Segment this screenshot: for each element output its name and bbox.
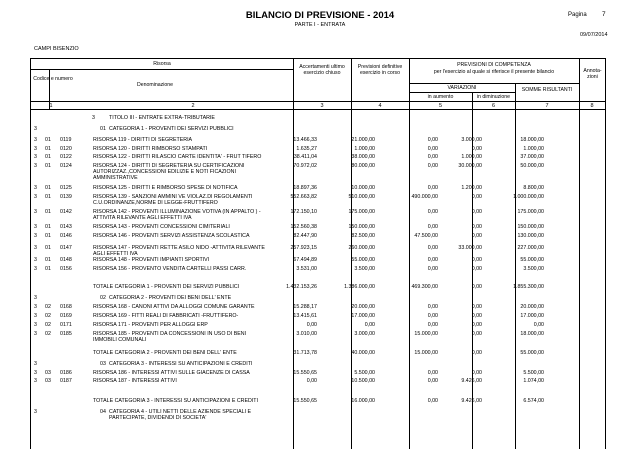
amount-cell: 82.500,00 bbox=[351, 233, 375, 239]
row-description: RISORSA 139 - SANZIONI AMMINI VE VIOLAZ.DI REGOLAMENTI C.U.ORDINANZE,NORME DI LEGGE-FRUTTIFERO bbox=[93, 194, 253, 206]
amount-cell: 13.415,61 bbox=[293, 313, 317, 319]
row-description: TOTALE CATEGORIA 3 - INTERESSI SU ANTICIPAZIONI E CREDITI bbox=[93, 398, 259, 404]
row-description: RISORSA 142 - PROVENTI ILLUMINAZIONE VOTIVA (IN APPALTO ) - ATTIVITA RILEVANTE AGLI EFFETTI IVA bbox=[93, 209, 261, 221]
titolo-code: 3 bbox=[34, 313, 37, 319]
amount-cell: 0,00 bbox=[471, 304, 482, 310]
amount-cell: 257.923,15 bbox=[290, 245, 317, 251]
amount-cell: 0,00 bbox=[471, 257, 482, 263]
amount-cell: 0,00 bbox=[427, 313, 438, 319]
titolo-code: 3 bbox=[34, 154, 37, 160]
categoria-code: 01 bbox=[45, 185, 51, 191]
risorsa-code: 0146 bbox=[60, 233, 72, 239]
amount-cell: 260.000,00 bbox=[348, 245, 375, 251]
amount-cell: 0,00 bbox=[427, 146, 438, 152]
amount-cell: 70.972,02 bbox=[293, 163, 317, 169]
amount-cell: 469.300,00 bbox=[411, 284, 438, 290]
categoria-code: 01 bbox=[45, 266, 51, 272]
amount-cell: 30.000,00 bbox=[458, 163, 482, 169]
amount-cell: 1.074,00 bbox=[523, 378, 544, 384]
categoria-code: 01 bbox=[45, 154, 51, 160]
column-number: 4 bbox=[378, 103, 382, 109]
header-previsioni-definitive: Previsioni definitive esercizio in corso bbox=[357, 64, 403, 76]
amount-cell: 0,00 bbox=[427, 163, 438, 169]
categoria-code: 02 bbox=[100, 295, 106, 301]
amount-cell: 20.000,00 bbox=[351, 304, 375, 310]
row-description: RISORSA 186 - INTERESSI ATTIVI SULLE GIACENZE DI CASSA bbox=[93, 370, 250, 376]
amount-cell: 0,00 bbox=[471, 233, 482, 239]
risorsa-code: 0156 bbox=[60, 266, 72, 272]
row-description: RISORSA 143 - PROVENTI CONCESSIONI CIMITERIALI bbox=[93, 224, 230, 230]
titolo-code: 3 bbox=[34, 361, 37, 367]
titolo-code: 3 bbox=[34, 185, 37, 191]
amount-cell: 0,00 bbox=[427, 245, 438, 251]
amount-cell: 55.000,00 bbox=[351, 257, 375, 263]
header-variazioni: VARIAZIONI bbox=[447, 85, 477, 91]
amount-cell: 3.500,00 bbox=[354, 266, 375, 272]
titolo-code: 3 bbox=[34, 233, 37, 239]
titolo-code: 3 bbox=[34, 304, 37, 310]
amount-cell: 0,00 bbox=[427, 322, 438, 328]
row-description: CATEGORIA 4 - UTILI NETTI DELLE AZIENDE SPECIALI E PARTECIPATE, DIVIDENDI DI SOCIETA' bbox=[109, 409, 252, 421]
risorsa-code: 0139 bbox=[60, 194, 72, 200]
amount-cell: 490.000,00 bbox=[411, 194, 438, 200]
row-description: CATEGORIA 2 - PROVENTI DEI BENI DELL' ENTE bbox=[109, 295, 232, 301]
categoria-code: 02 bbox=[45, 331, 51, 337]
risorsa-code: 0187 bbox=[60, 378, 72, 384]
amount-cell: 55.000,00 bbox=[520, 350, 544, 356]
col-divider bbox=[293, 59, 294, 449]
amount-cell: 0,00 bbox=[471, 284, 482, 290]
column-number: 5 bbox=[438, 103, 443, 109]
risorsa-code: 0142 bbox=[60, 209, 72, 215]
row-description: TITOLO III - ENTRATE EXTRA-TRIBUTARIE bbox=[109, 115, 215, 121]
amount-cell: 0,00 bbox=[471, 194, 482, 200]
amount-cell: 0,00 bbox=[364, 322, 375, 328]
categoria-code: 04 bbox=[100, 409, 106, 415]
variazioni-sub-divider bbox=[409, 92, 515, 93]
header-somme-risultanti: SOMME RISULTANTI bbox=[521, 87, 573, 93]
amount-cell: 1.000,00 bbox=[523, 146, 544, 152]
amount-cell: 82.447,90 bbox=[293, 233, 317, 239]
amount-cell: 38.000,00 bbox=[351, 154, 375, 160]
amount-cell: 0,00 bbox=[427, 137, 438, 143]
amount-cell: 1.855.300,00 bbox=[513, 284, 544, 290]
amount-cell: 1.200,00 bbox=[461, 185, 482, 191]
amount-cell: 1.000,00 bbox=[354, 146, 375, 152]
amount-cell: 0,00 bbox=[427, 378, 438, 384]
entity-name: CAMPI BISENZIO bbox=[34, 46, 79, 52]
amount-cell: 1.386.000,00 bbox=[344, 284, 375, 290]
column-number: 1 bbox=[49, 103, 53, 109]
amount-cell: 6.574,00 bbox=[523, 398, 544, 404]
col-divider bbox=[351, 59, 352, 449]
row-description: RISORSA 187 - INTERESSI ATTIVI bbox=[93, 378, 177, 384]
titolo-code: 3 bbox=[34, 295, 37, 301]
amount-cell: 16.000,00 bbox=[351, 398, 375, 404]
categoria-code: 02 bbox=[45, 313, 51, 319]
amount-cell: 0,00 bbox=[306, 322, 317, 328]
amount-cell: 67.494,89 bbox=[293, 257, 317, 263]
categoria-code: 01 bbox=[45, 194, 51, 200]
column-number: 7 bbox=[545, 103, 549, 109]
header-in-diminuzione: in diminuzione bbox=[476, 94, 511, 100]
report-title: BILANCIO DI PREVISIONE - 2014 bbox=[245, 10, 395, 21]
amount-cell: 0,00 bbox=[471, 146, 482, 152]
amount-cell: 175.000,00 bbox=[348, 209, 375, 215]
categoria-code: 03 bbox=[100, 361, 106, 367]
row-description: RISORSA 156 - PROVENTO VENDITA CARTELLI PASSI CARR. bbox=[93, 266, 247, 272]
amount-cell: 1.635,27 bbox=[296, 146, 317, 152]
amount-cell: 0,00 bbox=[471, 313, 482, 319]
row-description: TOTALE CATEGORIA 1 - PROVENTI DEI SERVIZI PUBBLICI bbox=[93, 284, 240, 290]
row-description: RISORSA 120 - DIRITTI RIMBORSO STAMPATI bbox=[93, 146, 208, 152]
amount-cell: 0,00 bbox=[471, 322, 482, 328]
risorsa-divider bbox=[31, 69, 293, 70]
amount-cell: 0,00 bbox=[427, 209, 438, 215]
titolo-code: 3 bbox=[34, 409, 37, 415]
amount-cell: 15.288,17 bbox=[293, 304, 317, 310]
col-divider bbox=[409, 59, 410, 449]
risorsa-code: 0124 bbox=[60, 163, 72, 169]
risorsa-code: 0169 bbox=[60, 313, 72, 319]
column-number: 8 bbox=[590, 103, 594, 109]
amount-cell: 18.000,00 bbox=[520, 331, 544, 337]
titolo-code: 3 bbox=[34, 245, 37, 251]
amount-cell: 15.000,00 bbox=[414, 331, 438, 337]
amount-cell: 18.897,36 bbox=[293, 185, 317, 191]
amount-cell: 38.411,04 bbox=[293, 154, 317, 160]
amount-cell: 20.000,00 bbox=[520, 304, 544, 310]
column-number-divider bbox=[31, 109, 605, 110]
amount-cell: 3.000,00 bbox=[354, 331, 375, 337]
risorsa-code: 0186 bbox=[60, 370, 72, 376]
titolo-code: 3 bbox=[34, 370, 37, 376]
header-previsioni-competenza: PREVISIONI DI COMPETENZA bbox=[457, 62, 531, 68]
amount-cell: 0,00 bbox=[471, 350, 482, 356]
risorsa-code: 0147 bbox=[60, 245, 72, 251]
amount-cell: 0,00 bbox=[427, 224, 438, 230]
titolo-code: 3 bbox=[34, 137, 37, 143]
risorsa-code: 0120 bbox=[60, 146, 72, 152]
categoria-code: 02 bbox=[45, 322, 51, 328]
amount-cell: 0,00 bbox=[427, 370, 438, 376]
amount-cell: 21.000,00 bbox=[351, 137, 375, 143]
amount-cell: 150.000,00 bbox=[517, 224, 544, 230]
amount-cell: 3.010,00 bbox=[296, 331, 317, 337]
risorsa-code: 0185 bbox=[60, 331, 72, 337]
titolo-code: 3 bbox=[34, 378, 37, 384]
row-description: RISORSA 146 - PROVENTI SERVIZI ASSISTENZA SCOLASTICA bbox=[93, 233, 250, 239]
header-divider bbox=[31, 101, 605, 102]
risorsa-code: 0119 bbox=[60, 137, 72, 143]
amount-cell: 0,00 bbox=[427, 304, 438, 310]
titolo-code: 3 bbox=[34, 146, 37, 152]
risorsa-code: 0168 bbox=[60, 304, 72, 310]
titolo-code: 3 bbox=[34, 331, 37, 337]
amount-cell: 510.000,00 bbox=[348, 194, 375, 200]
titolo-code: 3 bbox=[34, 257, 37, 263]
amount-cell: 3.531,00 bbox=[296, 266, 317, 272]
risorsa-code: 0122 bbox=[60, 154, 72, 160]
categoria-code: 03 bbox=[45, 378, 51, 384]
amount-cell: 17.000,00 bbox=[351, 313, 375, 319]
amount-cell: 0,00 bbox=[427, 266, 438, 272]
titolo-code: 3 bbox=[34, 163, 37, 169]
amount-cell: 5.500,00 bbox=[523, 370, 544, 376]
categoria-code: 01 bbox=[45, 224, 51, 230]
row-description: RISORSA 119 - DIRITTI DI SEGRETERIA bbox=[93, 137, 193, 143]
row-description: RISORSA 171 - PROVENTI PER ALLOGGI ERP bbox=[93, 322, 208, 328]
amount-cell: 9.426,00 bbox=[461, 378, 482, 384]
header-accertamenti: Accertamenti ultimo esercizio chiuso bbox=[299, 64, 345, 76]
titolo-code: 3 bbox=[34, 266, 37, 272]
risorsa-code: 0148 bbox=[60, 257, 72, 263]
amount-cell: 3.500,00 bbox=[523, 266, 544, 272]
amount-cell: 15.550,65 bbox=[293, 398, 317, 404]
amount-cell: 9.426,00 bbox=[461, 398, 482, 404]
categoria-code: 02 bbox=[45, 304, 51, 310]
amount-cell: 0,00 bbox=[533, 322, 544, 328]
row-description: RISORSA 125 - DIRITTI E RIMBORSO SPESE DI NOTIFICA bbox=[93, 185, 238, 191]
titolo-code: 3 bbox=[34, 209, 37, 215]
titolo-code: 3 bbox=[34, 224, 37, 230]
risorsa-code: 0171 bbox=[60, 322, 72, 328]
categoria-code: 01 bbox=[45, 163, 51, 169]
amount-cell: 0,00 bbox=[427, 185, 438, 191]
row-description: TOTALE CATEGORIA 2 - PROVENTI DEI BENI DELL' ENTE bbox=[93, 350, 237, 356]
amount-cell: 227.000,00 bbox=[517, 245, 544, 251]
header-denominazione: Denominazione bbox=[136, 82, 174, 88]
amount-cell: 37.000,00 bbox=[520, 154, 544, 160]
amount-cell: 40.000,00 bbox=[351, 350, 375, 356]
header-previsioni-sub: per l'esercizio al quale si riferisce il presente bilancio bbox=[433, 69, 555, 75]
amount-cell: 10.500,00 bbox=[351, 378, 375, 384]
amount-cell: 172.150,10 bbox=[290, 209, 317, 215]
column-number: 2 bbox=[191, 103, 195, 109]
amount-cell: 130.000,00 bbox=[517, 233, 544, 239]
amount-cell: 17.000,00 bbox=[520, 313, 544, 319]
col-divider bbox=[579, 59, 580, 449]
header-codice: Codice e numero bbox=[33, 76, 73, 82]
amount-cell: 15.000,00 bbox=[414, 350, 438, 356]
variazioni-top-divider bbox=[409, 83, 579, 84]
amount-cell: 10.000,00 bbox=[351, 185, 375, 191]
header-in-aumento: in aumento bbox=[427, 94, 454, 100]
categoria-code: 01 bbox=[45, 257, 51, 263]
amount-cell: 80.000,00 bbox=[351, 163, 375, 169]
amount-cell: 5.500,00 bbox=[354, 370, 375, 376]
amount-cell: 0,00 bbox=[427, 154, 438, 160]
categoria-code: 01 bbox=[45, 137, 51, 143]
amount-cell: 47.500,00 bbox=[414, 233, 438, 239]
amount-cell: 55.000,00 bbox=[520, 257, 544, 263]
row-description: CATEGORIA 1 - PROVENTI DEI SERVIZI PUBBLICI bbox=[109, 126, 234, 132]
row-description: RISORSA 122 - DIRITTI RILASCIO CARTE IDENTITA' - FRUT TIFERO bbox=[93, 154, 262, 160]
risorsa-code: 0125 bbox=[60, 185, 72, 191]
amount-cell: 50.000,00 bbox=[520, 163, 544, 169]
page-label: Pagina bbox=[568, 12, 587, 18]
categoria-code: 01 bbox=[45, 146, 51, 152]
amount-cell: 150.000,00 bbox=[348, 224, 375, 230]
amount-cell: 175.000,00 bbox=[517, 209, 544, 215]
amount-cell: 3.000,00 bbox=[461, 137, 482, 143]
amount-cell: 0,00 bbox=[471, 370, 482, 376]
amount-cell: 0,00 bbox=[427, 257, 438, 263]
amount-cell: 0,00 bbox=[471, 209, 482, 215]
row-description: RISORSA 124 - DIRITTI DI SEGRETERIA SU CERTIFICAZIONI AUTORIZZAZ.,CONCESSIONI EDILIZIE E NOTI FICAZIONI AMMINISTRATIVE bbox=[93, 163, 245, 181]
row-description: RISORSA 148 - PROVENTI IMPIANTI SPORTIVI bbox=[93, 257, 210, 263]
row-description: RISORSA 168 - CANONI ATTIVI DA ALLOGGI COMUNE GARANTE bbox=[93, 304, 255, 310]
amount-cell: 18.000,00 bbox=[520, 137, 544, 143]
titolo-code: 3 bbox=[34, 322, 37, 328]
amount-cell: 0,00 bbox=[427, 398, 438, 404]
amount-cell: 0,00 bbox=[471, 266, 482, 272]
categoria-code: 01 bbox=[100, 126, 106, 132]
amount-cell: 1.000.000,00 bbox=[513, 194, 544, 200]
titolo-code: 3 bbox=[34, 194, 37, 200]
row-description: RISORSA 185 - PROVENTI DA CONCESSIONI IN USO DI BENI IMMOBILI COMUNALI bbox=[93, 331, 247, 343]
report-date: 09/07/2014 bbox=[580, 32, 608, 38]
amount-cell: 0,00 bbox=[471, 224, 482, 230]
amount-cell: 1.432.153,26 bbox=[286, 284, 317, 290]
column-number: 3 bbox=[320, 103, 324, 109]
titolo-code: 3 bbox=[34, 126, 37, 132]
amount-cell: 552.663,82 bbox=[290, 194, 317, 200]
column-number: 6 bbox=[491, 103, 496, 109]
amount-cell: 13.466,33 bbox=[293, 137, 317, 143]
amount-cell: 0,00 bbox=[471, 331, 482, 337]
categoria-code: 01 bbox=[45, 209, 51, 215]
amount-cell: 31.713,78 bbox=[293, 350, 317, 356]
row-description: RISORSA 147 - PROVENTI RETTE ASILO NIDO -ATTIVITA RILEVANTE AGLI EFFETTI IVA bbox=[93, 245, 265, 257]
amount-cell: 1.000,00 bbox=[461, 154, 482, 160]
amount-cell: 33.000,00 bbox=[458, 245, 482, 251]
page-number: 7 bbox=[602, 11, 606, 18]
header-risorsa: Risorsa bbox=[153, 61, 171, 67]
risorsa-code: 0143 bbox=[60, 224, 72, 230]
report-subtitle: PARTE I - ENTRATA bbox=[294, 22, 346, 28]
amount-cell: 152.560,38 bbox=[290, 224, 317, 230]
amount-cell: 15.550,65 bbox=[293, 370, 317, 376]
amount-cell: 0,00 bbox=[306, 378, 317, 384]
header-annotazioni: Annota- zioni bbox=[583, 68, 602, 80]
titolo-code: 3 bbox=[92, 115, 95, 121]
amount-cell: 8.800,00 bbox=[523, 185, 544, 191]
row-description: RISORSA 169 - FITTI REALI DI FABBRICATI -FRUTTIFERO- bbox=[93, 313, 239, 319]
categoria-code: 01 bbox=[45, 245, 51, 251]
row-description: CATEGORIA 3 - INTERESSI SU ANTICIPAZIONI E CREDITI bbox=[109, 361, 253, 367]
categoria-code: 03 bbox=[45, 370, 51, 376]
categoria-code: 01 bbox=[45, 233, 51, 239]
